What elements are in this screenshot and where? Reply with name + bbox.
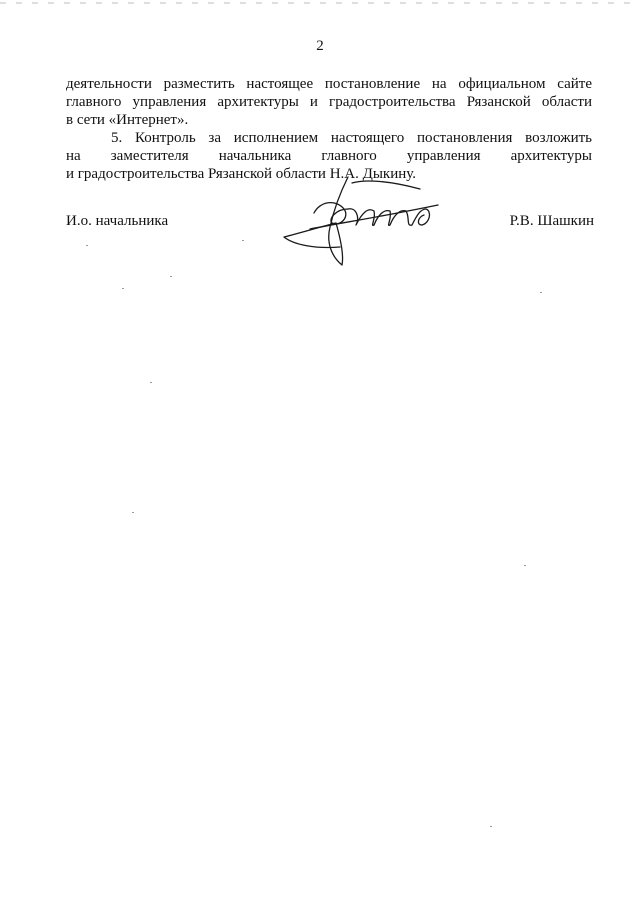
scan-speck (150, 382, 152, 383)
scan-speck (490, 826, 492, 827)
signatory-position: И.о. начальника (66, 213, 169, 229)
scan-edge-rule (0, 2, 640, 4)
body-line-5: на заместителя начальника главного управления архитектуры (66, 148, 592, 164)
handwritten-signature (270, 175, 450, 270)
body-line-6: и градостроительства Рязанской области Н.А. Дыкину. (66, 166, 417, 182)
signatory-name: Р.В. Шашкин (509, 213, 594, 229)
body-line-1: деятельности разместить настоящее постановление на официальном сайте (66, 76, 592, 92)
scan-speck (86, 245, 88, 246)
scan-speck (524, 565, 526, 566)
body-line-2: главного управления архитектуры и градостроительства Рязанской области (66, 94, 592, 110)
scan-speck (242, 240, 244, 241)
body-line-3: в сети «Интернет». (66, 112, 189, 128)
page-number: 2 (316, 38, 324, 54)
scan-speck (132, 512, 134, 513)
scan-speck (170, 276, 172, 277)
scan-speck (540, 292, 542, 293)
body-line-4: 5. Контроль за исполнением настоящего постановления возложить (111, 130, 592, 146)
scan-speck (122, 288, 124, 289)
